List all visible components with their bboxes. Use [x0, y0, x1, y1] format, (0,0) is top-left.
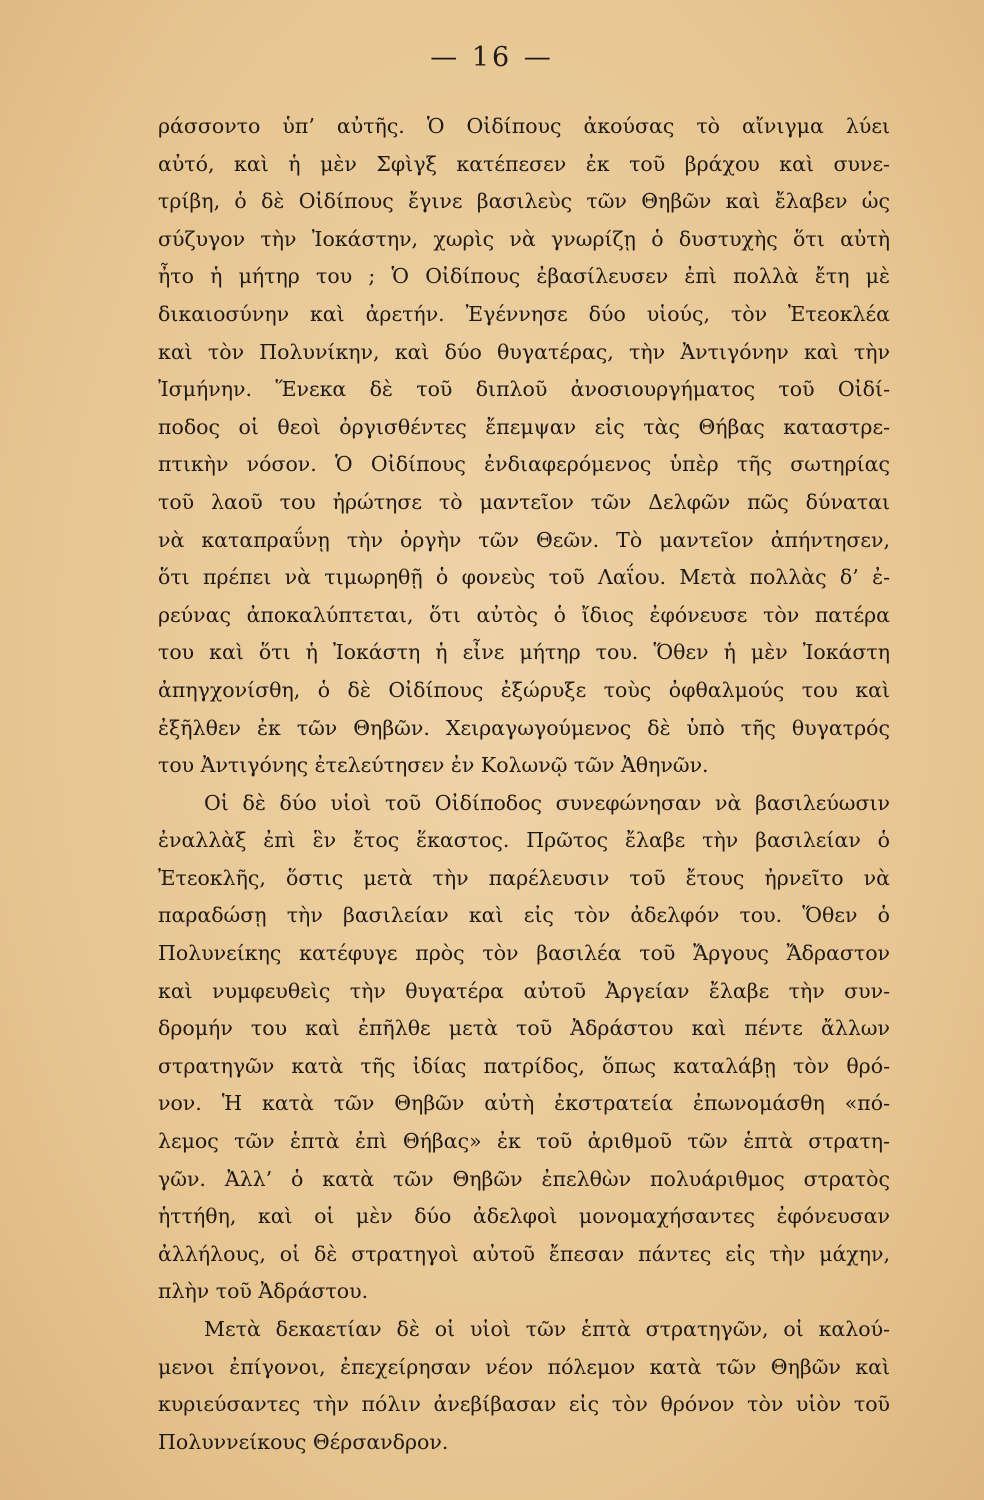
text-line: παραδώσῃ τὴν βασιλείαν καὶ εἰς τὸν ἀδελφόν του. Ὅθεν ὁ: [158, 903, 890, 928]
text-line: γῶν. Ἀλλ’ ὁ κατὰ τῶν Θηβῶν ἐπελθὼν πολυάριθμος στρατὸς: [158, 1166, 890, 1191]
text-line: τρίβη, ὁ δὲ Οἰδίπους ἔγινε βασιλεὺς τῶν Θηβῶν καὶ ἔλαβεν ὡς: [158, 189, 890, 214]
text-line: του καὶ ὅτι ἡ Ἰοκάστη ἡ εἶνε μήτηρ του. Ὅθεν ἡ μὲν Ἰοκάστη: [158, 640, 890, 665]
text-line: πλὴν τοῦ Ἀδράστου.: [158, 1279, 369, 1304]
text-line: ἦτο ἡ μήτηρ του ; Ὁ Οἰδίπους ἐβασίλευσεν ἐπὶ πολλὰ ἔτη μὲ: [158, 264, 890, 289]
text-line: στρατηγῶν κατὰ τῆς ἰδίας πατρίδος, ὅπως καταλάβῃ τὸν θρό-: [158, 1053, 890, 1078]
text-line: ἀλλήλους, οἱ δὲ στρατηγοὶ αὐτοῦ ἔπεσαν πάντες εἰς τὴν μάχην,: [158, 1241, 890, 1266]
paragraph-2: [158, 785, 890, 1311]
paragraph-1: [158, 108, 890, 785]
text-line: ποδος οἱ θεοὶ ὀργισθέντες ἔπεμψαν εἰς τὰς Θήβας καταστρε-: [158, 414, 890, 439]
text-line: του Ἀντιγόνης ἐτελεύτησεν ἐν Κολωνῷ τῶν Ἀθηνῶν.: [158, 753, 709, 778]
text-line: νον. Ἡ κατὰ τῶν Θηβῶν αὐτὴ ἐκστρατεία ἐπωνομάσθη «πό-: [158, 1091, 890, 1116]
text-line: σύζυγον τὴν Ἰοκάστην, χωρὶς νὰ γνωρίζῃ ὁ δυστυχὴς ὅτι αὐτὴ: [158, 226, 890, 251]
paragraph-3: [158, 1311, 890, 1461]
text-line: Ἐτεοκλῆς, ὅστις μετὰ τὴν παρέλευσιν τοῦ ἔτους ἠρνεῖτο νὰ: [158, 865, 890, 890]
text-line: Πολυννείκους Θέρσανδρον.: [158, 1429, 449, 1454]
text-line: λεμος τῶν ἑπτὰ ἐπὶ Θήβας» ἐκ τοῦ ἀριθμοῦ τῶν ἑπτὰ στρατη-: [158, 1129, 890, 1154]
text-line: ἐξῆλθεν ἐκ τῶν Θηβῶν. Χειραγωγούμενος δὲ ὑπὸ τῆς θυγατρός: [158, 715, 890, 740]
text-line: ἡττήθη, καὶ οἱ μὲν δύο ἀδελφοὶ μονομαχήσαντες ἐφόνευσαν: [158, 1204, 890, 1229]
text-line: καὶ τὸν Πολυνίκην, καὶ δύο θυγατέρας, τὴν Ἀντιγόνην καὶ τὴν: [158, 339, 890, 364]
text-line: καὶ νυμφευθεὶς τὴν θυγατέρα αὐτοῦ Ἀργείαν ἔλαβε τὴν συν-: [158, 978, 890, 1003]
text-line: ἐναλλὰξ ἐπὶ ἓν ἔτος ἕκαστος. Πρῶτος ἔλαβε τὴν βασιλείαν ὁ: [158, 828, 890, 853]
text-line: ἀπηγχονίσθη, ὁ δὲ Οἰδίπους ἐξώρυξε τοὺς ὀφθαλμούς του καὶ: [158, 677, 890, 702]
page-number: — 16 —: [430, 42, 554, 73]
text-line: νὰ καταπραΰνῃ τὴν ὀργὴν τῶν Θεῶν. Τὸ μαντεῖον ἀπήντησεν,: [158, 527, 890, 552]
text-line: Οἱ δὲ δύο υἱοὶ τοῦ Οἰδίποδος συνεφώνησαν νὰ βασιλεύωσιν: [204, 790, 890, 815]
text-line: δρομήν του καὶ ἐπῆλθε μετὰ τοῦ Ἀδράστου καὶ πέντε ἄλλων: [158, 1016, 890, 1041]
text-line: πτικὴν νόσον. Ὁ Οἰδίπους ἐνδιαφερόμενος ὑπὲρ τῆς σωτηρίας: [158, 452, 890, 477]
text-line: κυριεύσαντες τὴν πόλιν ἀνεβίβασαν εἰς τὸν θρόνον τὸν υἱὸν τοῦ: [158, 1392, 890, 1417]
text-line: αὐτό, καὶ ἡ μὲν Σφὶγξ κατέπεσεν ἐκ τοῦ βράχου καὶ συνε-: [158, 151, 890, 176]
text-line: μενοι ἐπίγονοι, ἐπεχείρησαν νέον πόλεμον κατὰ τῶν Θηβῶν καὶ: [158, 1354, 890, 1379]
text-line: δικαιοσύνην καὶ ἀρετήν. Ἐγέννησε δύο υἱούς, τὸν Ἐτεοκλέα: [158, 301, 890, 326]
text-line: Μετὰ δεκαετίαν δὲ οἱ υἱοὶ τῶν ἑπτὰ στρατηγῶν, οἱ καλού-: [204, 1317, 890, 1341]
text-line: Πολυνείκης κατέφυγε πρὸς τὸν βασιλέα τοῦ Ἄργους Ἄδραστον: [158, 941, 890, 966]
body-text: [158, 108, 890, 1461]
text-line: ρεύνας ἀποκαλύπτεται, ὅτι αὐτὸς ὁ ἴδιος ἐφόνευσε τὸν πατέρα: [158, 602, 890, 627]
text-line: Ἰσμήνην. Ἕνεκα δὲ τοῦ διπλοῦ ἀνοσιουργήματος τοῦ Οἰδί-: [158, 377, 890, 402]
text-line: τοῦ λαοῦ του ἠρώτησε τὸ μαντεῖον τῶν Δελφῶν πῶς δύναται: [158, 489, 890, 514]
text-line: ὅτι πρέπει νὰ τιμωρηθῇ ὁ φονεὺς τοῦ Λαΐου. Μετὰ πολλὰς δ’ ἐ-: [158, 565, 890, 590]
text-line: ράσσοντο ὑπ’ αὐτῆς. Ὁ Οἰδίπους ἀκούσας τὸ αἴνιγμα λύει: [158, 114, 890, 138]
